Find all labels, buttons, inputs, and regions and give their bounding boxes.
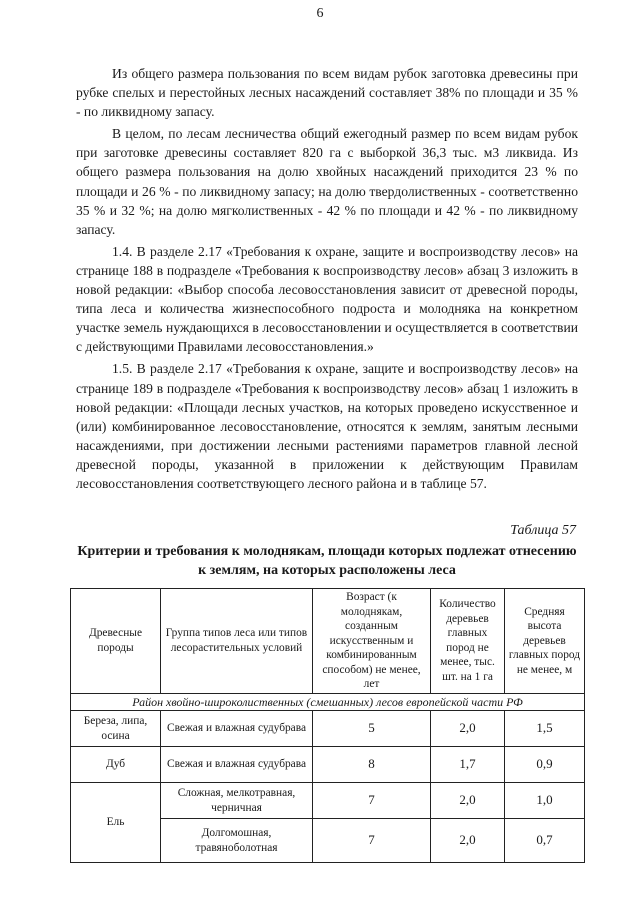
forest-type-cell: Свежая и влажная судубрава xyxy=(161,747,313,783)
tree-count-cell: 2,0 xyxy=(431,783,505,819)
age-cell: 8 xyxy=(313,747,431,783)
paragraph-4: 1.5. В разделе 2.17 «Требования к охране, защите и воспроизводству лесов» на странице 189 в подразделе «Требования к воспроизводству лесов» абзац 1 изложить в новой редакции: «Площади лесных участков, на которых проведено искусственное и (или) комбинированное лесовосстановление, относятся к землям, занятым лесными насаждениями, при достижении лесными растениями параметров главной лесной древесной породы, указанной в приложении к действующим Правилам лесовосстановления соответствующего лесного района и в таблице 57. xyxy=(76,361,578,491)
tree-count-cell: 1,7 xyxy=(431,747,505,783)
paragraph-1: Из общего размера пользования по всем видам рубок заготовка древесины при рубке спелых и перестойных лесных насаждений составляет 38% по площади и 35 % - по ликвидному запасу. xyxy=(76,66,578,120)
forest-type-cell: Свежая и влажная судубрава xyxy=(161,711,313,747)
table-row xyxy=(71,747,585,783)
age-cell: 7 xyxy=(313,819,431,863)
avg-height-cell: 1,0 xyxy=(505,783,585,819)
avg-height-cell: 1,5 xyxy=(505,711,585,747)
avg-height-cell: 0,7 xyxy=(505,819,585,863)
age-cell: 7 xyxy=(313,783,431,819)
column-header-age: Возраст (к молоднякам, созданным искусственным и комбинированным способом) не менее, лет xyxy=(313,589,431,694)
section-title: Район хвойно-широколиственных (смешанных) лесов европейской части РФ xyxy=(71,693,585,711)
table-title: Критерии и требования к молоднякам, площади которых подлежат отнесению к землям, на которых расположены леса xyxy=(77,544,577,578)
table-caption: Таблица 57 xyxy=(510,523,576,538)
species-cell: Дуб xyxy=(71,747,161,783)
column-header-forest-type: Группа типов леса или типов лесорастительных условий xyxy=(161,589,313,694)
paragraph-3: 1.4. В разделе 2.17 «Требования к охране, защите и воспроизводству лесов» на странице 188 в подразделе «Требования к воспроизводству лесов» абзац 3 изложить в новой редакции: «Выбор способа лесовосстановления зависит от древесной породы, типа леса и количества жизнеспособного подроста и молодняка на конкретном участке земель нуждающихся в лесовосстановлении и осуществляется в соответствии с действующими Правилами лесовосстановления.» xyxy=(76,243,578,355)
table-row xyxy=(71,711,585,747)
column-header-species: Древесные породы xyxy=(71,589,161,694)
column-header-tree-count: Количество деревьев главных пород не менее, тыс. шт. на 1 га xyxy=(431,589,505,694)
forest-type-cell: Долгомошная, травяноболотная xyxy=(161,819,313,863)
paragraph-2: В целом, по лесам лесничества общий ежегодный размер по всем видам рубок при заготовке древесины составляет 820 га с выборкой 36,3 тыс. м3 ликвида. Из общего размера пользования на долю хвойных насаждений приходится 23 % по площади и 26 % - по ликвидному запасу; на долю твердолиственных - соответственно 35 % и 32 %; на долю мягколиственных - 42 % по площади и 42 % - по ликвидному запасу. xyxy=(76,126,578,237)
forest-type-cell: Сложная, мелкотравная, черничная xyxy=(161,783,313,819)
table-section-row xyxy=(71,693,585,711)
tree-count-cell: 2,0 xyxy=(431,819,505,863)
criteria-table xyxy=(70,588,585,863)
avg-height-cell: 0,9 xyxy=(505,747,585,783)
species-cell: Ель xyxy=(71,783,161,863)
page-number: 6 xyxy=(316,6,324,21)
column-header-avg-height: Средняя высота деревьев главных пород не менее, м xyxy=(505,589,585,694)
species-cell: Береза, липа, осина xyxy=(71,711,161,747)
tree-count-cell: 2,0 xyxy=(431,711,505,747)
body-text xyxy=(76,64,578,493)
age-cell: 5 xyxy=(313,711,431,747)
table-header-row xyxy=(71,589,585,694)
table-row xyxy=(71,783,585,819)
